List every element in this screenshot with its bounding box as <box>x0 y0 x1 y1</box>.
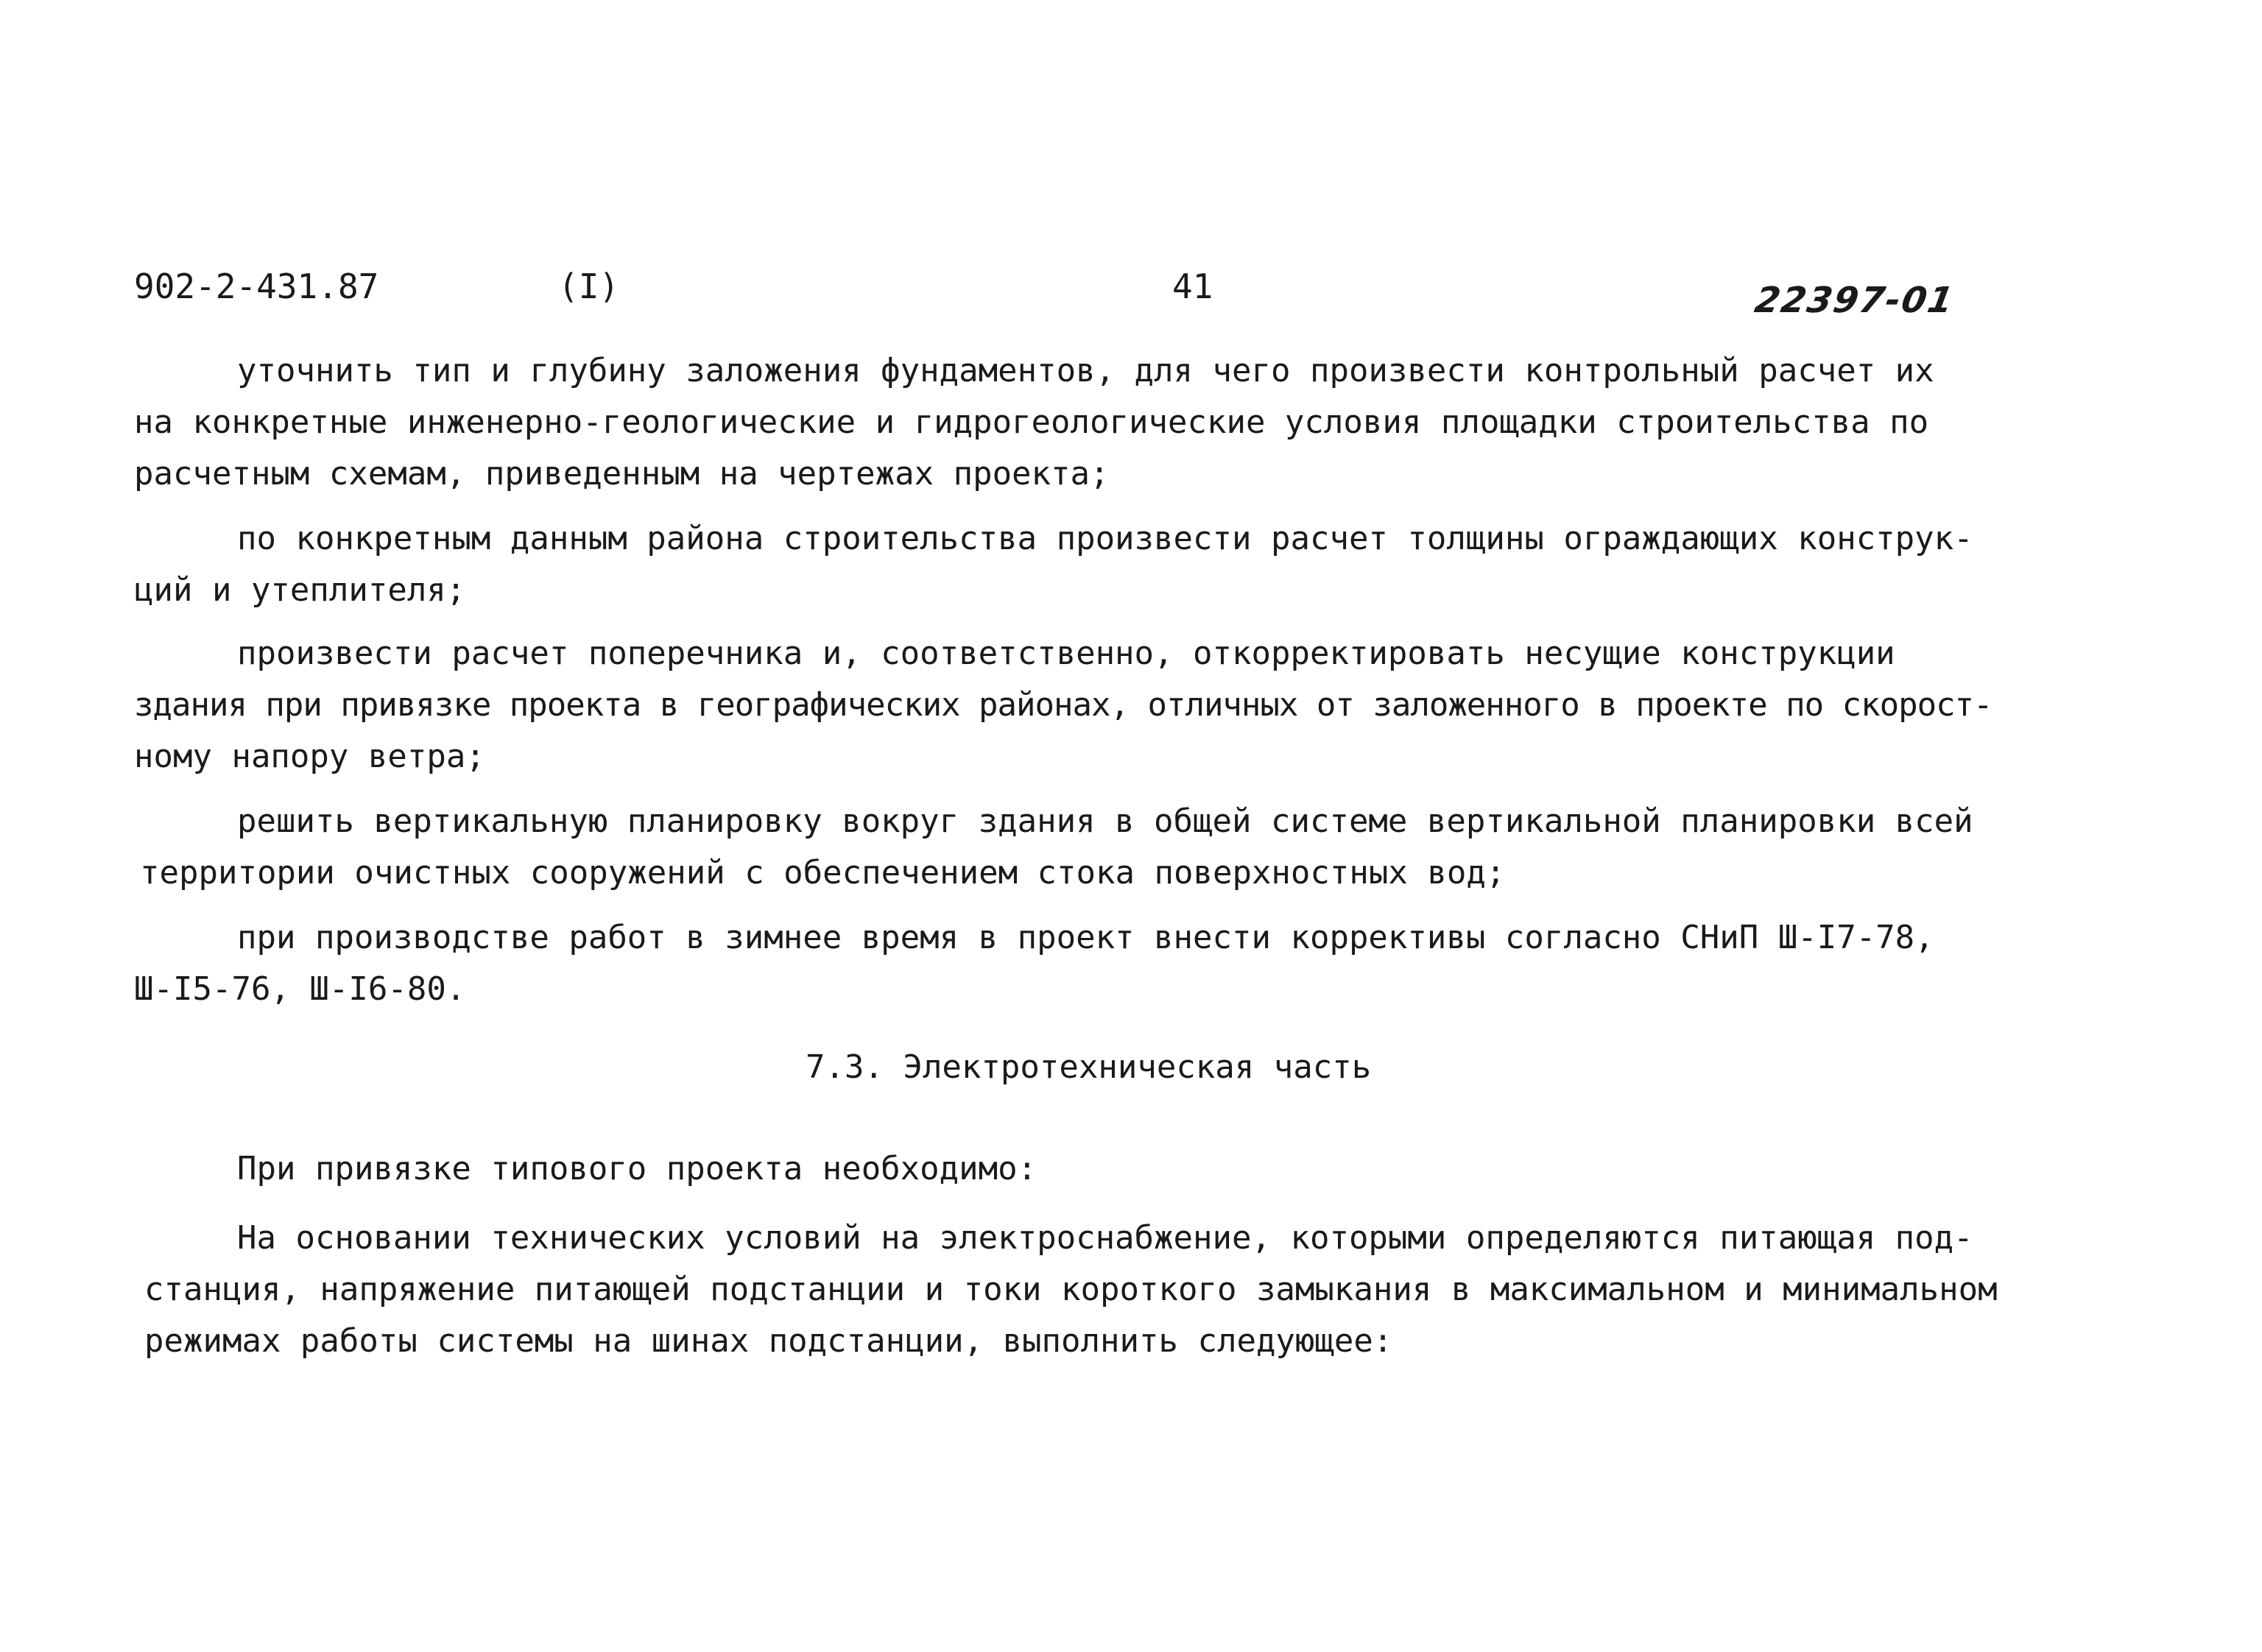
text-line: расчетным схемам, приведенным на чертежах проекта; <box>134 455 1110 493</box>
document-code: 902-2-431.87 <box>134 266 379 306</box>
text-line: станция, напряжение питающей подстанции и токи короткого замыкания в максимальном и минимальном <box>144 1271 1998 1308</box>
section-heading: 7.3. Электротехническая часть <box>806 1048 1372 1086</box>
text-line: на конкретные инженерно-геологические и гидрогеологические условия площадки строительства по <box>134 403 1929 441</box>
text-line: при производстве работ в зимнее время в проект внести коррективы согласно СНиП Ш-I7-78, <box>237 919 1934 956</box>
text-line: уточнить тип и глубину заложения фундаментов, для чего произвести контрольный расчет их <box>237 352 1934 389</box>
page-number: 41 <box>1172 266 1213 306</box>
text-line: ному напору ветра; <box>134 738 485 775</box>
text-line: решить вертикальную планировку вокруг здания в общей системе вертикальной планировки всей <box>237 802 1973 840</box>
text-line: здания при привязке проекта в географических районах, отличных от заложенного в проекте по скорост- <box>134 686 1993 724</box>
text-line: по конкретным данным района строительства произвести расчет толщины ограждающих конструк- <box>237 520 1973 557</box>
text-line: произвести расчет поперечника и, соответственно, откорректировать несущие конструкции <box>237 635 1895 672</box>
handwritten-stamp: 22397-01 <box>1752 280 1958 321</box>
text-line: На основании технических условий на электроснабжение, которыми определяются питающая под- <box>237 1219 1973 1257</box>
text-line: Ш-I5-76, Ш-I6-80. <box>134 970 466 1008</box>
text-line: При привязке типового проекта необходимо: <box>237 1150 1037 1187</box>
text-line: режимах работы системы на шинах подстанции, выполнить следующее: <box>144 1322 1393 1360</box>
part-number: (I) <box>558 266 620 306</box>
text-line: ций и утеплителя; <box>134 571 466 609</box>
text-line: территории очистных сооружений с обеспечением стока поверхностных вод; <box>140 854 1506 892</box>
